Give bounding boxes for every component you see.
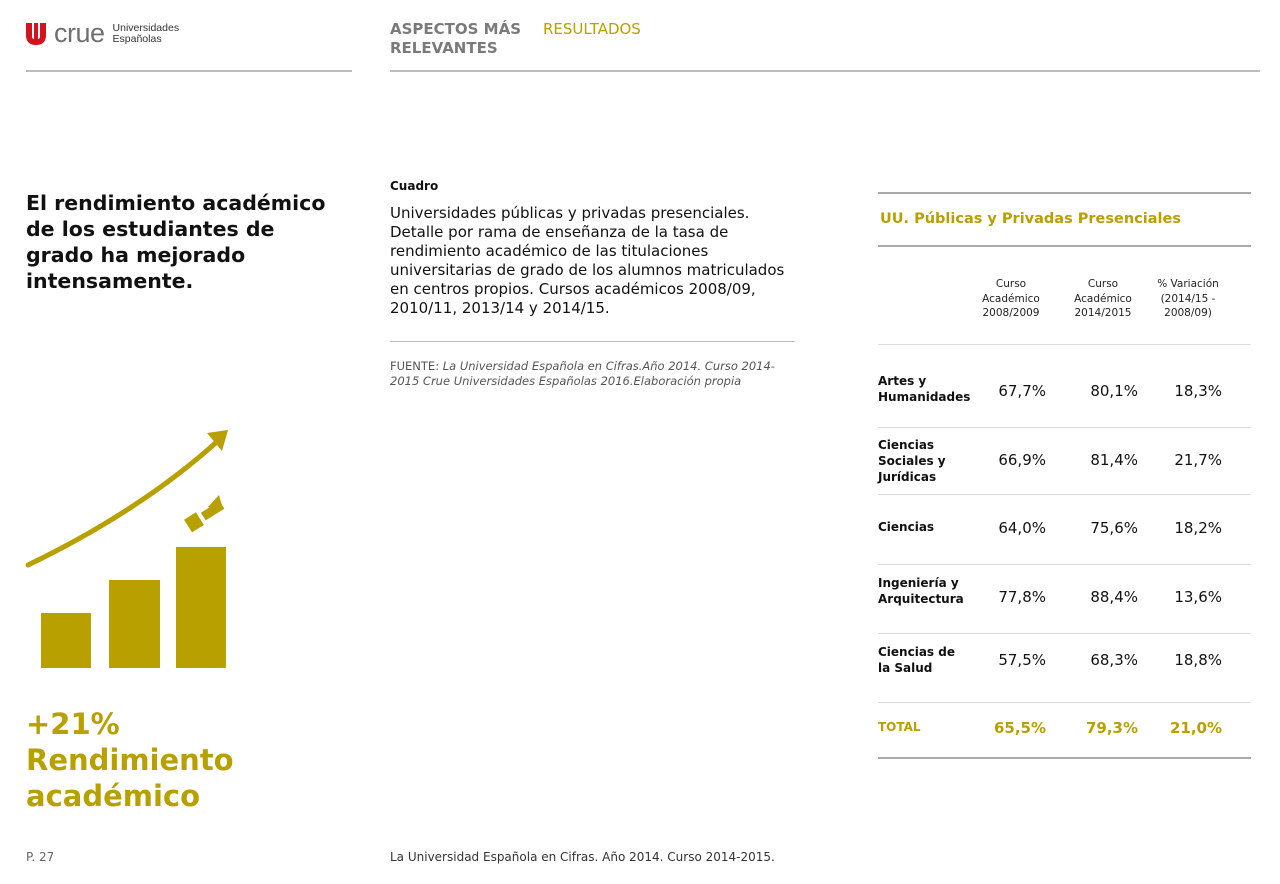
value-2014: 68,3% bbox=[1090, 651, 1138, 669]
column-header-line: 2008/09) bbox=[1164, 307, 1212, 319]
row-label-line: Sociales y bbox=[878, 454, 946, 468]
row-label bbox=[878, 644, 955, 676]
column-header-line: Académico bbox=[982, 292, 1040, 305]
section-nav bbox=[390, 20, 641, 58]
crue-logo bbox=[26, 20, 179, 47]
column-header-line: Académico bbox=[1074, 292, 1132, 305]
row-label-line: Ingeniería y bbox=[878, 576, 959, 590]
row-label bbox=[878, 519, 934, 535]
row-label-line: Jurídicas bbox=[878, 470, 937, 484]
nav-item-resultados[interactable]: RESULTADOS bbox=[543, 20, 641, 38]
column-header-2008 bbox=[980, 277, 1042, 321]
source-note bbox=[390, 359, 780, 389]
row-label bbox=[878, 437, 946, 485]
row-label-line: Ciencias bbox=[878, 438, 935, 452]
row-label bbox=[878, 373, 970, 405]
value-2014: 88,4% bbox=[1090, 588, 1138, 606]
table-row bbox=[878, 564, 1251, 633]
table-title-rule bbox=[878, 245, 1251, 247]
big-stat bbox=[26, 706, 346, 814]
table-row-total bbox=[878, 702, 1251, 757]
column-header-line: Curso bbox=[995, 278, 1027, 290]
big-stat-label-line1: Rendimiento bbox=[26, 743, 234, 777]
row-label-line: Ciencias de bbox=[878, 645, 955, 659]
total-label: TOTAL bbox=[878, 720, 921, 734]
row-label-line: la Salud bbox=[878, 661, 933, 675]
page-headline: El rendimiento académico de los estudiantes de grado ha mejorado intensamente. bbox=[26, 191, 326, 293]
header-divider-right bbox=[390, 70, 1260, 72]
nav-item-aspectos[interactable]: ASPECTOS MÁS RELEVANTES bbox=[390, 20, 522, 57]
table-row bbox=[878, 428, 1251, 495]
value-variacion: 13,6% bbox=[1174, 588, 1222, 606]
table-top-rule bbox=[878, 192, 1251, 194]
column-header-line: 2008/2009 bbox=[982, 307, 1040, 319]
row-label-line: Arquitectura bbox=[878, 592, 964, 606]
total-variacion: 21,0% bbox=[1169, 719, 1222, 737]
value-2014: 75,6% bbox=[1090, 519, 1138, 537]
value-2008: 77,8% bbox=[998, 588, 1046, 606]
value-2014: 81,4% bbox=[1090, 451, 1138, 469]
column-header-2014 bbox=[1072, 277, 1134, 321]
cuadro-description: Universidades públicas y privadas presenciales. Detalle por rama de enseñanza de la tasa de rendimiento académico de las titulaciones universitarias de grado de los alumnos matriculados en centros propios. Cursos académicos 2008/09, 2010/11, 2013/14 y 2014/15. bbox=[390, 204, 785, 317]
logo-sub-line1: Universidades bbox=[112, 21, 180, 34]
page-number: P. 27 bbox=[26, 850, 55, 864]
column-header-line: % Variación bbox=[1157, 278, 1219, 290]
value-2008: 66,9% bbox=[998, 451, 1046, 469]
value-variacion: 18,2% bbox=[1174, 519, 1222, 537]
value-2008: 67,7% bbox=[998, 382, 1046, 400]
column-header-variacion bbox=[1150, 277, 1226, 321]
row-label-line: Artes y bbox=[878, 374, 927, 388]
total-2008: 65,5% bbox=[993, 719, 1046, 737]
table-row bbox=[878, 345, 1251, 427]
cuadro-label: Cuadro bbox=[390, 179, 439, 193]
row-label-line: Humanidades bbox=[878, 390, 971, 404]
value-2008: 64,0% bbox=[998, 519, 1046, 537]
table-title: UU. Públicas y Privadas Presenciales bbox=[880, 211, 1181, 227]
crue-logo-icon bbox=[26, 23, 46, 45]
value-variacion: 18,8% bbox=[1174, 651, 1222, 669]
logo-subtitle bbox=[113, 23, 180, 45]
big-stat-label-line2: académico bbox=[26, 779, 201, 813]
source-label: FUENTE: bbox=[390, 359, 440, 373]
column-header-line: Curso bbox=[1087, 278, 1119, 290]
value-variacion: 21,7% bbox=[1174, 451, 1222, 469]
row-label-line: Ciencias bbox=[878, 520, 935, 534]
value-variacion: 18,3% bbox=[1174, 382, 1222, 400]
logo-word: crue bbox=[54, 18, 105, 48]
table-row bbox=[878, 633, 1251, 702]
row-label bbox=[878, 575, 964, 607]
value-2008: 57,5% bbox=[998, 651, 1046, 669]
source-text: La Universidad Española en Cifras.Año 2014. Curso 2014-2015 Crue Universidades Españolas 2016.Elaboración propia bbox=[390, 359, 775, 388]
logo-sub-line2: Españolas bbox=[112, 32, 162, 45]
header-divider-left bbox=[26, 70, 352, 72]
total-2014: 79,3% bbox=[1085, 719, 1138, 737]
table-bottom-rule bbox=[878, 757, 1251, 759]
column-header-line: 2014/2015 bbox=[1074, 307, 1132, 319]
growth-bars-icon bbox=[22, 425, 242, 675]
table-row bbox=[878, 495, 1251, 564]
cuadro-divider bbox=[390, 341, 795, 342]
big-stat-value: +21% bbox=[26, 707, 120, 741]
column-header-line: (2014/15 - bbox=[1160, 292, 1216, 305]
footer-text: La Universidad Española en Cifras. Año 2014. Curso 2014-2015. bbox=[390, 850, 775, 864]
value-2014: 80,1% bbox=[1090, 382, 1138, 400]
